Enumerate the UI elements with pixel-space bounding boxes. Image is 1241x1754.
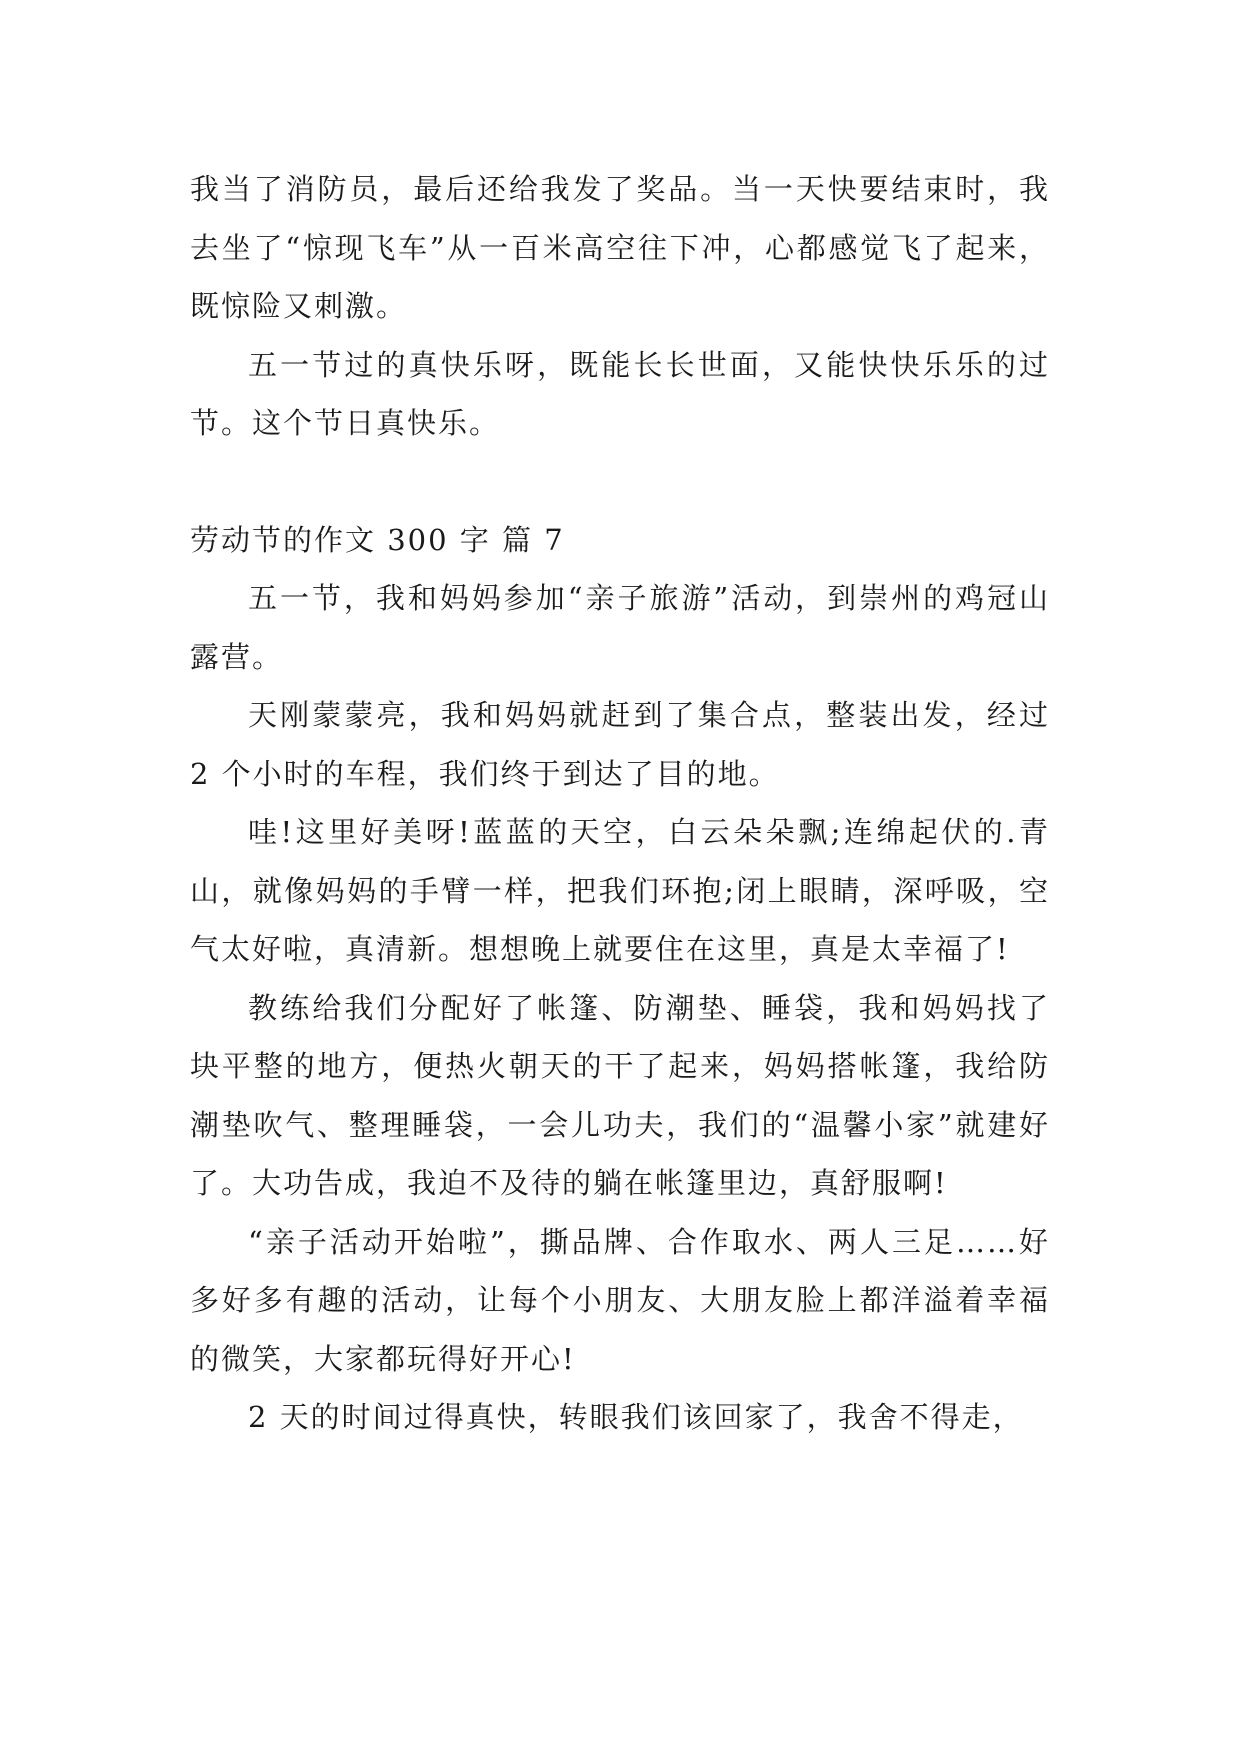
paragraph: 2 天的时间过得真快，转眼我们该回家了，我舍不得走，: [248, 1400, 1024, 1434]
paragraph: “亲子活动开始啦”，撕品牌、合作取水、两人三足……好多好多有趣的活动，让每个小朋友、大朋友脸上都洋溢着幸福的微笑，大家都玩得好开心!: [190, 1224, 1050, 1376]
paragraph: 天刚蒙蒙亮，我和妈妈就赶到了集合点，整装出发，经过 2 个小时的车程，我们终于到达了目的地。: [190, 698, 1050, 791]
paragraph-continuation: 我当了消防员，最后还给我发了奖品。当一天快要结束时，我去坐了“惊现飞车”从一百米高空往下冲，心都感觉飞了起来，既惊险又刺激。: [190, 172, 1050, 323]
paragraph: 教练给我们分配好了帐篷、防潮垫、睡袋，我和妈妈找了块平整的地方，便热火朝天的干了起来，妈妈搭帐篷，我给防潮垫吹气、整理睡袋，一会儿功夫，我们的“温馨小家”就建好了。大功告成，我迫不及待的躺在帐篷里边，真舒服啊!: [190, 990, 1050, 1200]
section-spacer: [190, 453, 1050, 511]
section-heading: 劳动节的作文 300 字 篇 7: [190, 522, 565, 557]
paragraph: 哇!这里好美呀!蓝蓝的天空，白云朵朵飘;连绵起伏的.青山，就像妈妈的手臂一样，把我们环抱;闭上眼睛，深呼吸，空气太好啦，真清新。想想晚上就要住在这里，真是太幸福了!: [190, 815, 1050, 966]
paragraph: 五一节，我和妈妈参加“亲子旅游”活动，到崇州的鸡冠山露营。: [190, 581, 1050, 674]
paragraph: 五一节过的真快乐呀，既能长长世面，又能快快乐乐的过节。这个节日真快乐。: [190, 347, 1050, 440]
document-body: [190, 160, 1050, 1447]
